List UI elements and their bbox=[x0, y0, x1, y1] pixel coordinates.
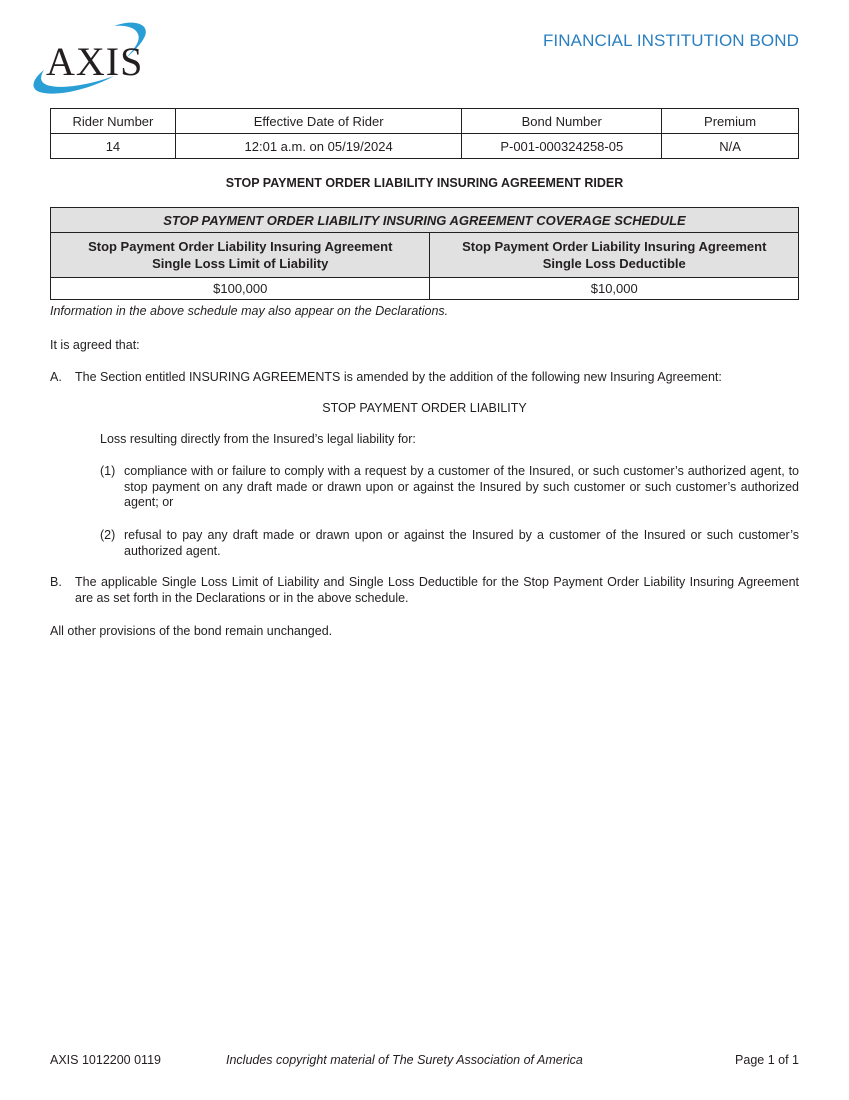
limit-header-line1: Stop Payment Order Liability Insuring Agreement bbox=[88, 238, 393, 254]
clause-a-text: The Section entitled INSURING AGREEMENTS is amended by the addition of the following new Insuring Agreement: bbox=[75, 370, 722, 384]
deductible-header-line1: Stop Payment Order Liability Insuring Agreement bbox=[462, 238, 767, 254]
clause-a-label: A. bbox=[50, 370, 62, 384]
limit-header-line2: Single Loss Limit of Liability bbox=[152, 256, 329, 271]
limit-of-liability-value: $100,000 bbox=[51, 278, 430, 300]
item-1-text: compliance with or failure to comply with a request by a customer of the Insured, or such customer’s authorized agent, to stop payment on any draft made or drawn upon or against the Insured by such customer or such customer’s authorized agent; or bbox=[124, 464, 799, 509]
form-number: AXIS 1012200 0119 bbox=[50, 1053, 161, 1067]
page-number: Page 1 of 1 bbox=[735, 1053, 799, 1067]
item-1-label: (1) bbox=[100, 464, 116, 478]
rider-number-header: Rider Number bbox=[51, 109, 176, 134]
rider-values-row bbox=[51, 134, 799, 159]
schedule-values-row bbox=[51, 278, 799, 300]
item-2-text: refusal to pay any draft made or drawn upon or against the Insured by a customer of the Insured or such customer’s authorized agent. bbox=[124, 528, 799, 558]
rider-info-table bbox=[50, 108, 799, 159]
clause-b-text: The applicable Single Loss Limit of Liability and Single Loss Deductible for the Stop Payment Order Liability Insuring Agreement are as set forth in the Declarations or in the above schedule. bbox=[75, 575, 799, 605]
premium-header: Premium bbox=[662, 109, 799, 134]
clause-b-label: B. bbox=[50, 575, 62, 589]
premium-value: N/A bbox=[662, 134, 799, 159]
document-title: FINANCIAL INSTITUTION BOND bbox=[542, 31, 799, 50]
closing-statement: All other provisions of the bond remain unchanged. bbox=[50, 624, 333, 638]
copyright-notice: Includes copyright material of The Surety Association of America bbox=[226, 1053, 583, 1067]
agreed-intro: It is agreed that: bbox=[50, 338, 140, 352]
loss-intro: Loss resulting directly from the Insured’s legal liability for: bbox=[100, 432, 416, 446]
effective-date-value: 12:01 a.m. on 05/19/2024 bbox=[175, 134, 462, 159]
schedule-title: STOP PAYMENT ORDER LIABILITY INSURING AGREEMENT COVERAGE SCHEDULE bbox=[51, 208, 799, 233]
axis-logo bbox=[28, 20, 150, 96]
rider-title: STOP PAYMENT ORDER LIABILITY INSURING AGREEMENT RIDER bbox=[225, 176, 624, 190]
deductible-header bbox=[430, 233, 799, 278]
rider-header-row bbox=[51, 109, 799, 134]
coverage-schedule-table bbox=[50, 207, 799, 300]
item-2-label: (2) bbox=[100, 528, 116, 542]
rider-number-value: 14 bbox=[51, 134, 176, 159]
logo-wordmark: AXIS bbox=[46, 39, 144, 84]
schedule-title-row bbox=[51, 208, 799, 233]
deductible-header-line2: Single Loss Deductible bbox=[542, 256, 686, 271]
schedule-note: Information in the above schedule may also appear on the Declarations. bbox=[50, 304, 449, 318]
limit-of-liability-header bbox=[51, 233, 430, 278]
deductible-value: $10,000 bbox=[430, 278, 799, 300]
schedule-header-row bbox=[51, 233, 799, 278]
bond-number-header: Bond Number bbox=[462, 109, 662, 134]
insuring-agreement-heading: STOP PAYMENT ORDER LIABILITY bbox=[322, 401, 527, 415]
effective-date-header: Effective Date of Rider bbox=[175, 109, 462, 134]
bond-number-value: P-001-000324258-05 bbox=[462, 134, 662, 159]
